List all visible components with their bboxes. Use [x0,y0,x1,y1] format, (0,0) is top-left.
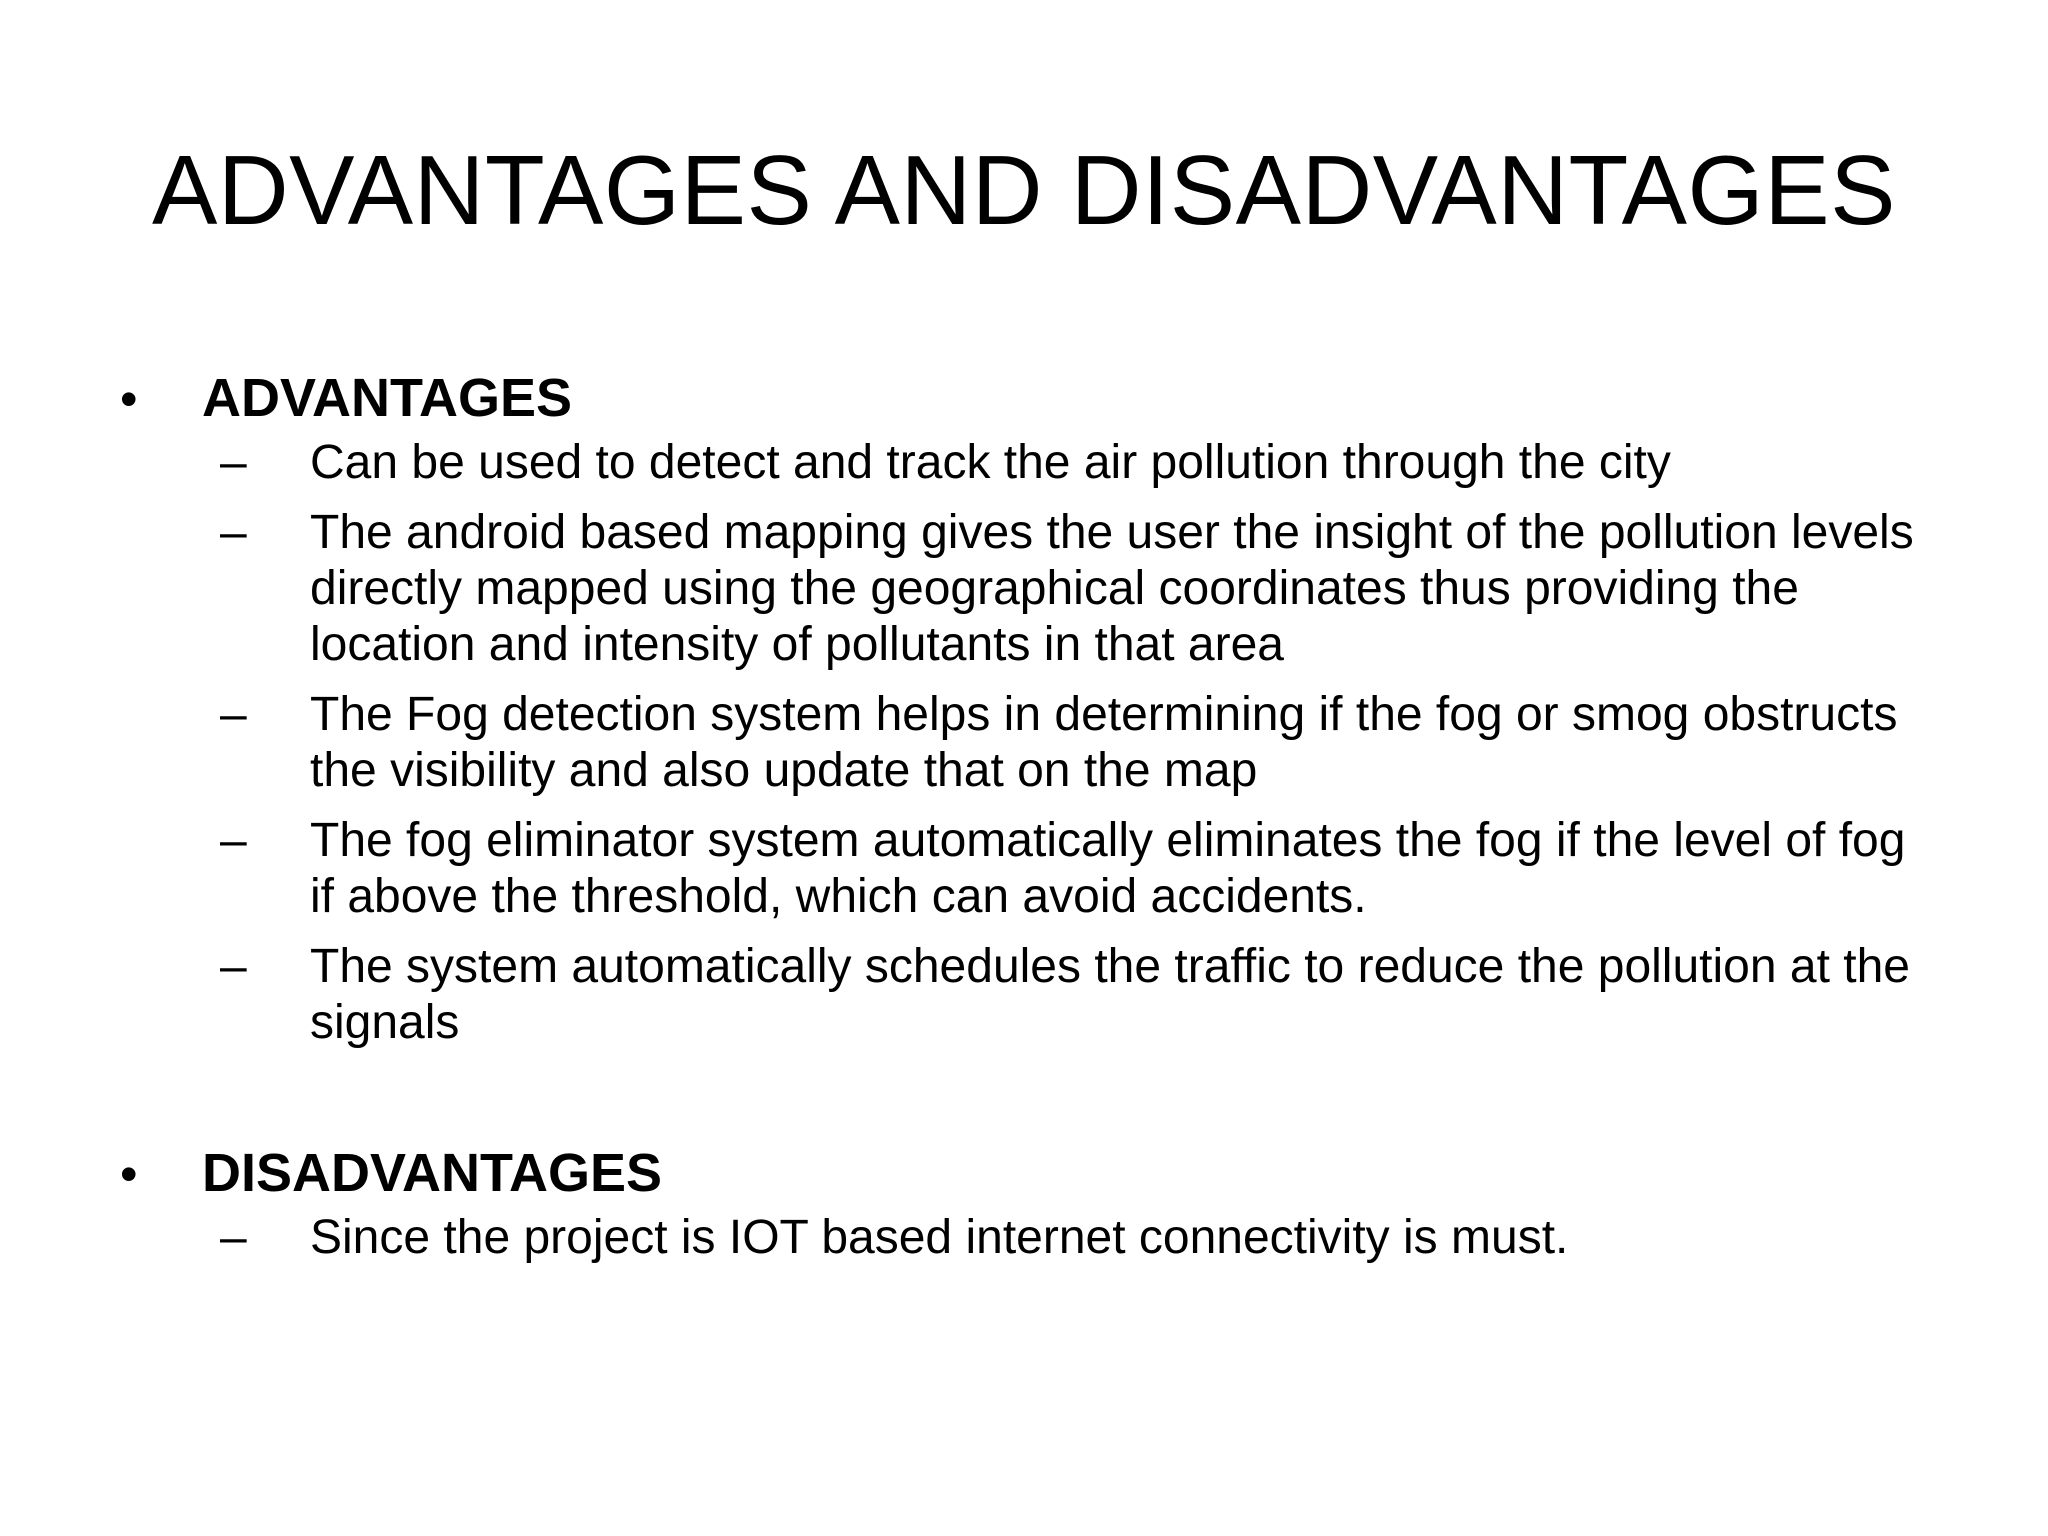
list-item-text: Since the project is IOT based internet connectivity is must. [310,1211,1569,1264]
list-item-text: Can be used to detect and track the air pollution through the city [310,436,1671,489]
list-item [120,939,1940,1051]
list-item [120,505,1940,673]
section-disadvantages [120,1143,1940,1266]
heading-label: DISADVANTAGES [202,1143,663,1203]
bullet-icon: • [120,371,138,427]
list-item-text: The Fog detection system helps in determining if the fog or smog obstructs the visibility and also update that on the map [310,688,1898,797]
slide-title: ADVANTAGES AND DISADVANTAGES [152,135,1896,245]
list-item-text: The android based mapping gives the user the insight of the pollution levels directly mapped using the geographical coordinates thus providing the location and intensity of pollutants in that area [310,506,1914,671]
list-item-text: The fog eliminator system automatically eliminates the fog if the level of fog if above the threshold, which can avoid accidents. [310,814,1906,923]
section-advantages [120,368,1940,1051]
advantages-list [120,435,1940,1051]
slide-content [120,368,1940,1280]
list-item [120,813,1940,925]
section-heading [120,368,1940,429]
list-item-text: The system automatically schedules the traffic to reduce the pollution at the signals [310,940,1910,1049]
dash-icon: – [220,1211,247,1264]
dash-icon: – [220,436,247,489]
bullet-icon: • [120,1146,138,1202]
dash-icon: – [220,940,247,993]
dash-icon: – [220,814,247,867]
list-item [120,687,1940,799]
list-item [120,1210,1940,1266]
list-item [120,435,1940,491]
heading-label: ADVANTAGES [202,368,573,428]
disadvantages-list [120,1210,1940,1266]
dash-icon: – [220,506,247,559]
section-heading [120,1143,1940,1204]
dash-icon: – [220,688,247,741]
